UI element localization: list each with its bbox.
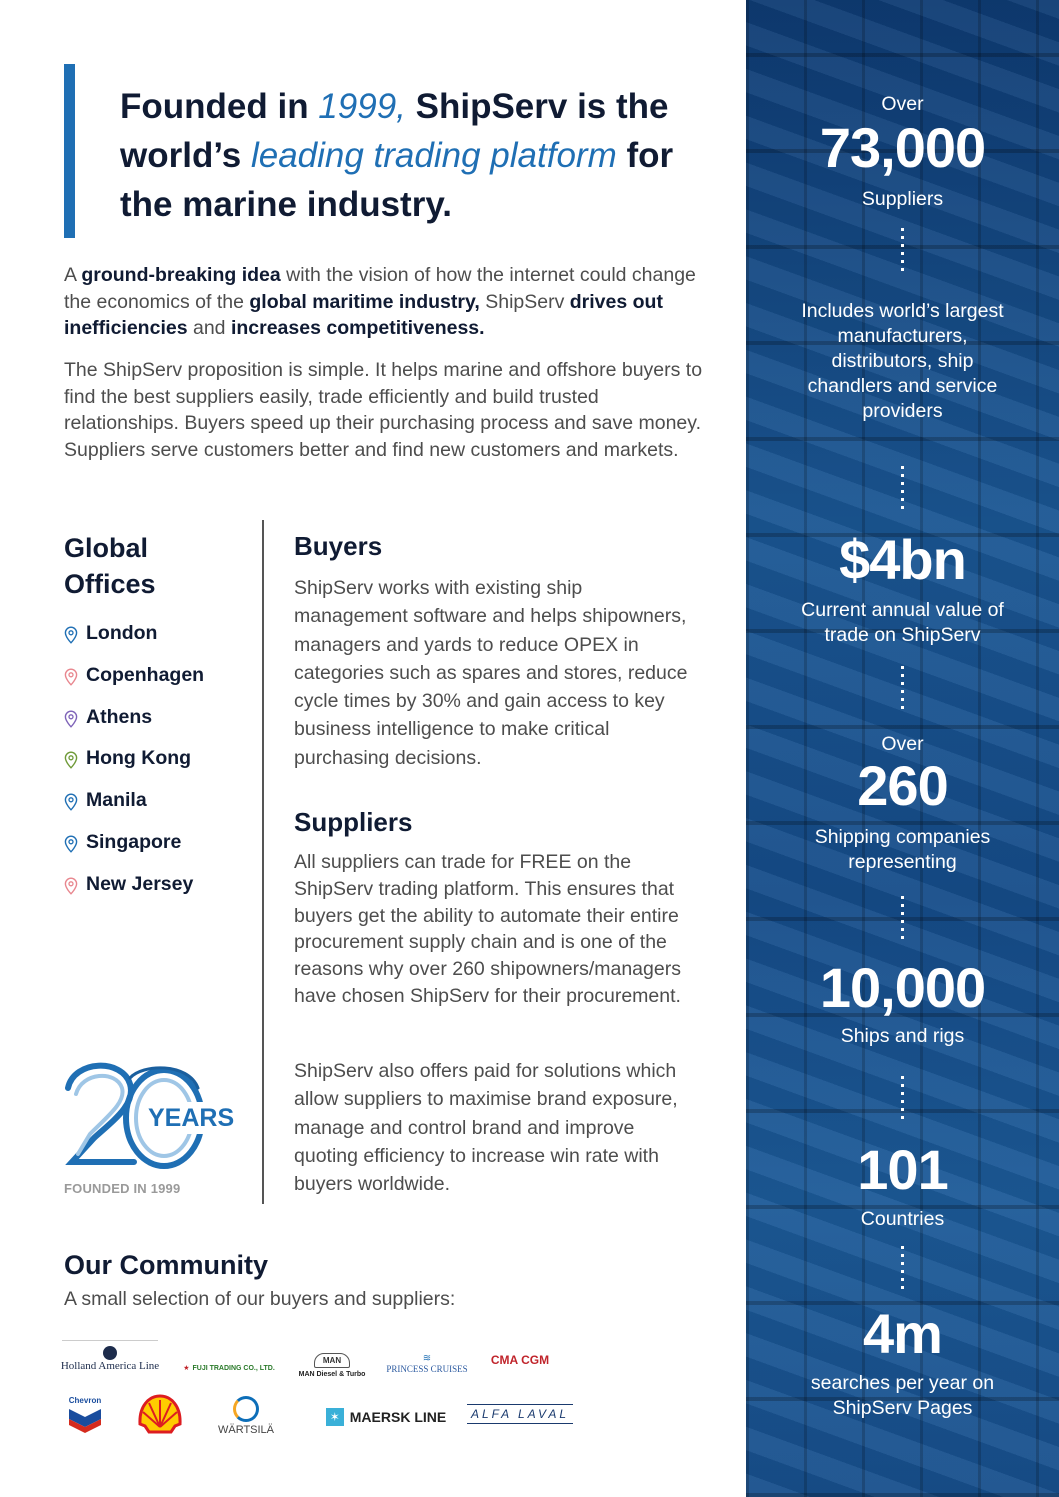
location-pin-icon [64, 835, 78, 853]
shell-logo-icon [137, 1394, 183, 1434]
stat-separator-dots [901, 228, 904, 272]
intro-run: with the vision of how the internet could change the economics of the [64, 264, 696, 313]
location-pin-icon [64, 793, 78, 811]
chevron-icon [67, 1405, 103, 1433]
office-name: London [86, 622, 158, 644]
holland-america-name: Holland America Line [60, 1360, 160, 1372]
headline-part2: ShipServ is the world’s [120, 87, 669, 175]
maersk-line-name: MAERSK LINE [349, 1409, 447, 1425]
headline-accent-bar [64, 64, 75, 238]
maersk-line-logo [310, 1406, 462, 1428]
suppliers-text-1: All suppliers can trade for FREE on the ShipServ trading platform. This ensures that buyers get the ability to automate their entire procurement supply chain and is one of the reasons why over 260 shipowners/managers have chosen ShipServ for their procurement. [294, 851, 681, 1007]
buyers-text: ShipServ works with existing ship management software and helps shipowners, managers and yards to reduce OPEX in categories such as spares and stores, reduce cycle times by 30% and gain access to key business intelligence to make critical purchasing decisions. [294, 577, 688, 769]
stat-separator-dots [901, 1246, 904, 1290]
wartsila-logo [210, 1394, 282, 1438]
office-item [64, 664, 204, 706]
office-name: Singapore [86, 830, 182, 853]
office-item [64, 747, 204, 789]
office-name: Hong Kong [86, 747, 192, 770]
stat-separator-dots [901, 666, 904, 710]
headline-part1: Founded in [120, 87, 319, 126]
alfa-laval-name: ALFA LAVAL [467, 1404, 573, 1424]
fuji-star-icon: ★ [183, 1365, 190, 1372]
stat-trade-value: $4bn [839, 528, 966, 591]
stat-companies-label: Shipping companies representing [814, 826, 991, 873]
stat-suppliers-pre: Over [881, 93, 924, 115]
fuji-trading-logo [183, 1358, 275, 1378]
stat-companies-value: 260 [857, 754, 948, 817]
stat-suppliers-value: 73,000 [819, 116, 986, 179]
stat-searches-value: 4m [863, 1302, 942, 1365]
community-title: Our Community [64, 1250, 269, 1280]
cma-cgm-name: CMA CGM [490, 1353, 550, 1367]
location-pin-icon [64, 877, 78, 895]
intro-run: global maritime industry, [249, 290, 480, 313]
office-item [64, 873, 204, 915]
founded-caption: FOUNDED IN 1999 [64, 1181, 181, 1196]
intro-run: ShipServ [479, 290, 570, 313]
alfa-laval-logo [470, 1396, 570, 1432]
intro-run: A [64, 264, 82, 286]
man-diesel-logo [298, 1346, 366, 1384]
buyers-title: Buyers [294, 531, 383, 561]
offices-list [64, 622, 204, 915]
suppliers-text-2: ShipServ also offers paid for solutions which allow suppliers to maximise brand exposure, manage and control brand and improve quoting efficiency to increase win rate with buyers worldwide. [294, 1060, 678, 1196]
location-pin-icon [64, 751, 78, 769]
intro-run: ground-breaking idea [81, 264, 281, 286]
chevron-logo [64, 1394, 106, 1434]
twenty-years-logo [64, 1058, 234, 1176]
office-item [64, 706, 204, 748]
office-item [64, 789, 204, 831]
column-divider [262, 520, 264, 1204]
office-name: New Jersey [86, 872, 194, 895]
fuji-trading-name: FUJI TRADING CO., LTD. [192, 1364, 275, 1372]
stat-trade-label: Current annual value of trade on ShipServ [801, 599, 1004, 646]
intro-paragraph-1 [64, 262, 704, 342]
community-subtitle: A small selection of our buyers and suppliers: [64, 1288, 456, 1310]
stat-countries-value: 101 [857, 1138, 948, 1201]
princess-cruises-logo [388, 1352, 466, 1376]
location-pin-icon [64, 626, 78, 644]
stat-separator-dots [901, 896, 904, 940]
headline-part3: for the marine industry. [120, 136, 674, 224]
wartsila-name: WÄRTSILÄ [217, 1424, 275, 1436]
offices-title: Global Offices [64, 533, 156, 599]
stat-countries-label: Countries [860, 1208, 945, 1230]
chevron-name: Chevron [68, 1395, 102, 1405]
maersk-star-icon: ✶ [326, 1408, 344, 1426]
stat-suppliers-label: Suppliers [861, 188, 944, 210]
office-name: Manila [86, 789, 147, 812]
stat-ships-value: 10,000 [819, 956, 986, 1019]
location-pin-icon [64, 710, 78, 728]
headline [120, 82, 720, 229]
suppliers-title: Suppliers [294, 807, 413, 837]
stat-ships-label: Ships and rigs [840, 1025, 965, 1047]
years-label: YEARS [148, 1104, 234, 1132]
stat-companies-pre: Over [881, 733, 924, 755]
stat-separator-dots [901, 466, 904, 510]
location-pin-icon [64, 668, 78, 686]
intro-run: increases competitiveness. [230, 317, 485, 339]
headline-highlight: leading trading platform [250, 136, 617, 175]
intro-run: and [187, 317, 231, 339]
office-item [64, 831, 204, 873]
man-badge: MAN [314, 1353, 350, 1368]
office-item [64, 622, 204, 664]
office-name: Athens [86, 705, 153, 728]
princess-cruises-name: PRINCESS CRUISES [386, 1364, 468, 1374]
intro-paragraph-2: The ShipServ proposition is simple. It helps marine and offshore buyers to find the best suppliers easily, trade efficiently and build trusted relationships. Buyers speed up their purchasing process and save money. Suppliers serve customers better and find new customers and markets. [64, 359, 703, 461]
intro-run: drives out inefficiencies [64, 290, 663, 339]
wartsila-swirl-icon [233, 1396, 259, 1422]
stats-column [746, 0, 1059, 1497]
holland-america-logo [62, 1340, 158, 1377]
stat-includes-label: Includes world’s largest manufacturers, distributors, ship chandlers and service providers [801, 300, 1004, 422]
stat-separator-dots [901, 1076, 904, 1120]
princess-wave-icon: ≋ [422, 1353, 432, 1364]
man-diesel-name: MAN Diesel & Turbo [298, 1370, 366, 1378]
holland-globe-icon [103, 1346, 117, 1360]
stat-searches-label: searches per year on ShipServ Pages [810, 1372, 995, 1419]
office-name: Copenhagen [86, 663, 205, 686]
headline-year: 1999, [318, 87, 406, 126]
cma-cgm-logo [488, 1342, 552, 1378]
